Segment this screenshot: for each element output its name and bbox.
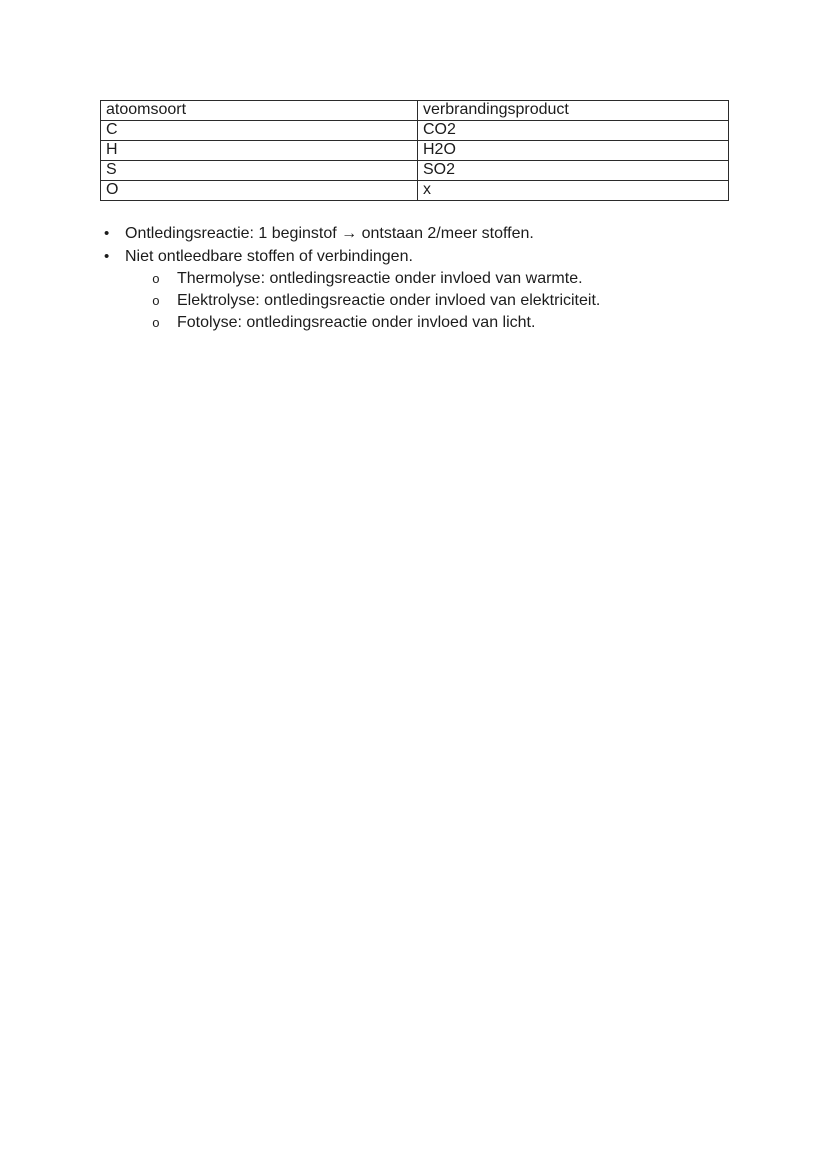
circle-bullet-icon: o: [152, 272, 160, 287]
table-cell: H: [101, 141, 418, 161]
list-item-text: Elektrolyse: ontledingsreactie onder invloed van elektriciteit.: [177, 292, 601, 309]
bullet-icon: •: [104, 225, 110, 242]
list-item: [100, 290, 740, 312]
list-item-text: Fotolyse: ontledingsreactie onder invloed van licht.: [177, 314, 536, 331]
table-cell: CO2: [418, 121, 729, 141]
list-item-text: Thermolyse: ontledingsreactie onder invloed van warmte.: [177, 270, 583, 287]
combustion-products-table: [100, 100, 729, 201]
table-header-row: [101, 101, 729, 121]
bullet-icon: •: [104, 248, 110, 265]
table-cell: SO2: [418, 161, 729, 181]
table-row: [101, 181, 729, 201]
list-item: [100, 245, 740, 268]
list-item-text: Niet ontleedbare stoffen of verbindingen.: [125, 248, 413, 265]
table-header-atoomsoort: atoomsoort: [101, 101, 418, 121]
table-header-verbrandingsproduct: verbrandingsproduct: [418, 101, 729, 121]
table-row: [101, 141, 729, 161]
list-item-text: Ontledingsreactie: 1 beginstof → ontstaan 2/meer stoffen.: [125, 225, 534, 242]
list-item: [100, 268, 740, 290]
table-row: [101, 121, 729, 141]
table-cell: C: [101, 121, 418, 141]
table-cell: H2O: [418, 141, 729, 161]
list-item: [100, 222, 740, 245]
table-cell: O: [101, 181, 418, 201]
list-item: [100, 312, 740, 334]
circle-bullet-icon: o: [152, 294, 160, 309]
table-row: [101, 161, 729, 181]
table-cell: x: [418, 181, 729, 201]
bullet-list: [100, 222, 740, 334]
circle-bullet-icon: o: [152, 316, 160, 331]
table-cell: S: [101, 161, 418, 181]
